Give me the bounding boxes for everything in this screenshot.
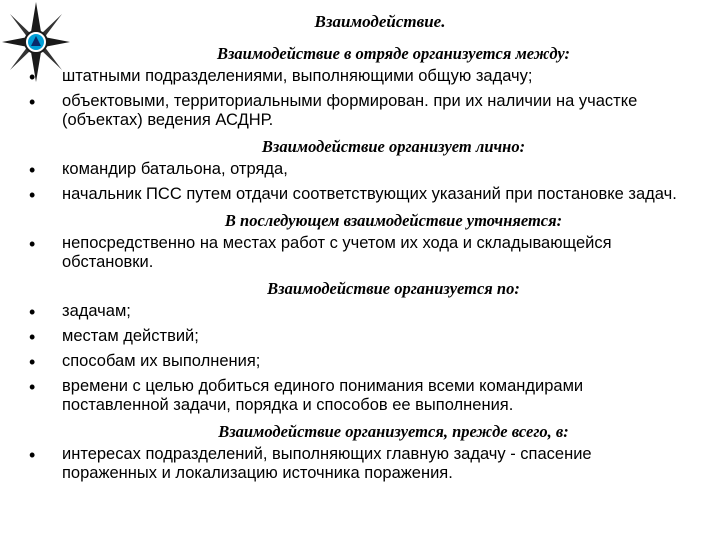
section-heading: Взаимодействие организует лично:	[261, 137, 526, 156]
bullet-item	[26, 67, 691, 86]
bullet-item	[26, 185, 691, 204]
slide-content	[26, 42, 691, 489]
bullet-text: начальник ПСС путем отдачи соответствующих указаний при постановке задач.	[62, 185, 677, 203]
bullet-dot-icon: •	[29, 352, 36, 372]
bullet-dot-icon: •	[29, 234, 36, 254]
section-heading: В последующем взаимодействие уточняется:	[224, 211, 563, 230]
section-heading: Взаимодействие организуется, прежде всего, в:	[218, 422, 569, 441]
section-heading: Взаимодействие в отряде организуется между:	[216, 44, 570, 63]
bullet-dot-icon: •	[29, 302, 36, 322]
bullet-item	[26, 234, 691, 272]
bullet-dot-icon: •	[29, 160, 36, 180]
bullet-text: способам их выполнения;	[62, 352, 261, 370]
bullet-text: непосредственно на местах работ с учетом их хода и складывающейся обстановки.	[62, 234, 612, 271]
bullet-text: объектовыми, территориальными формирован. при их наличии на участке (объектах) ведения АСДНР.	[62, 92, 638, 129]
bullet-text: задачам;	[62, 302, 131, 320]
bullet-dot-icon: •	[29, 92, 36, 112]
slide-title: Взаимодействие.	[314, 12, 446, 31]
bullet-dot-icon: •	[29, 445, 36, 465]
bullet-item	[26, 302, 691, 321]
bullet-item	[26, 92, 691, 130]
bullet-text: штатными подразделениями, выполняющими общую задачу;	[62, 67, 533, 85]
bullet-item	[26, 377, 691, 415]
bullet-text: времени с целью добиться единого понимания всеми командирами поставленной задачи, порядка и способов ее выполнения.	[62, 377, 584, 414]
bullet-item	[26, 327, 691, 346]
bullet-item	[26, 160, 691, 179]
bullet-dot-icon: •	[29, 67, 36, 87]
bullet-dot-icon: •	[29, 185, 36, 205]
bullet-item	[26, 352, 691, 371]
bullet-text: интересах подразделений, выполняющих главную задачу - спасение пораженных и локализацию источника поражения.	[62, 445, 592, 482]
bullet-dot-icon: •	[29, 377, 36, 397]
bullet-text: местам действий;	[62, 327, 199, 345]
bullet-item	[26, 445, 691, 483]
bullet-dot-icon: •	[29, 327, 36, 347]
bullet-text: командир батальона, отряда,	[62, 160, 288, 178]
section-heading: Взаимодействие организуется по:	[267, 279, 520, 298]
